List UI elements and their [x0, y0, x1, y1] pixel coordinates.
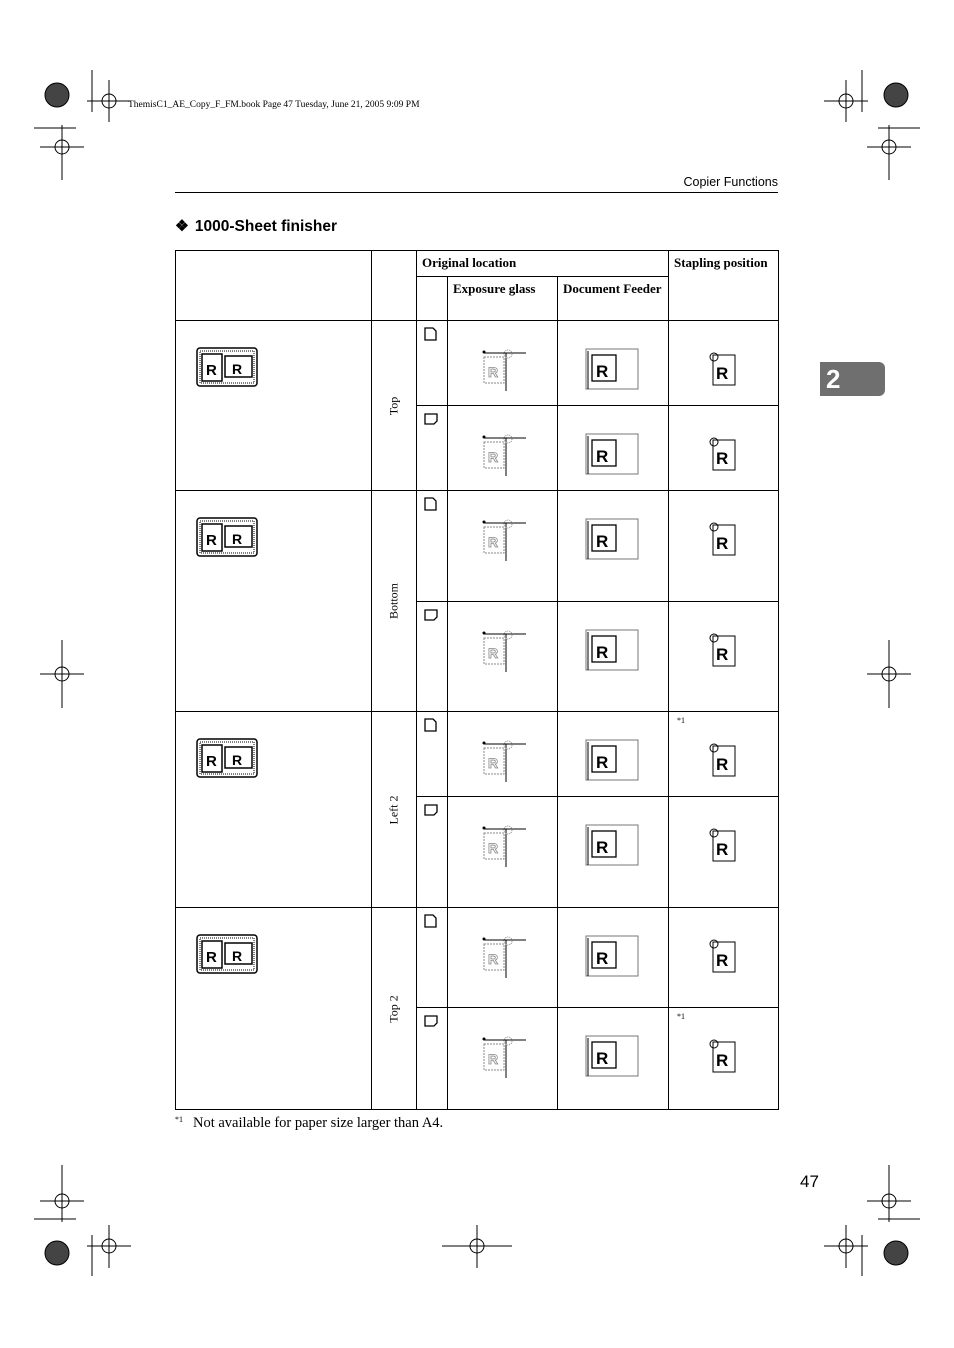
exposure-glass-original-icon [448, 1008, 558, 1108]
section-title-text: 1000-Sheet finisher [194, 218, 338, 235]
stapling-position-icon [669, 602, 779, 702]
r-glyph: R [716, 755, 729, 774]
r-glyph: R [206, 532, 217, 549]
exposure-glass-cell [448, 908, 558, 1008]
r-glyph: R [232, 948, 243, 964]
document-feeder-cell [558, 712, 669, 797]
r-glyph: R [206, 753, 217, 770]
header-blank-cell [176, 251, 372, 321]
staple-bottom-key-icon [196, 517, 266, 563]
paper-orientation-icon [424, 803, 438, 817]
orientation-cell [417, 406, 448, 491]
paper-orientation-icon [424, 914, 438, 928]
key-icon-cell [176, 712, 372, 908]
footnote-marker: *1 [175, 1115, 183, 1124]
header-document-feeder: Document Feeder [558, 277, 669, 321]
position-label: Left 2 [386, 795, 401, 824]
exposure-glass-cell [448, 712, 558, 797]
stapling-position-icon [669, 1008, 779, 1108]
r-glyph: R [488, 755, 499, 771]
footnote-ref: *1 [677, 1012, 685, 1021]
footnote-ref: *1 [677, 716, 685, 725]
position-label-cell [372, 321, 417, 491]
r-glyph: R [596, 643, 609, 662]
header-blank-cell [372, 251, 417, 321]
exposure-glass-original-icon [448, 491, 558, 591]
document-feeder-cell [558, 321, 669, 406]
r-glyph: R [488, 951, 499, 967]
r-glyph: R [488, 449, 499, 465]
running-header: Copier Functions [683, 175, 778, 189]
r-glyph: R [232, 752, 243, 768]
r-glyph: R [716, 645, 729, 664]
r-glyph: R [596, 447, 609, 466]
document-feeder-original-icon [558, 797, 669, 897]
chapter-tab: 2 [820, 362, 885, 396]
r-glyph: R [716, 449, 729, 468]
exposure-glass-original-icon [448, 908, 558, 1008]
document-feeder-cell [558, 908, 669, 1008]
paper-orientation-icon [424, 497, 438, 511]
document-feeder-cell [558, 797, 669, 908]
table-row [176, 491, 779, 602]
r-glyph: R [206, 949, 217, 966]
exposure-glass-cell [448, 1008, 558, 1110]
paper-orientation-icon [424, 608, 438, 622]
position-label: Top [386, 396, 401, 415]
table-row [176, 908, 779, 1008]
r-glyph: R [596, 838, 609, 857]
paper-orientation-icon [424, 1014, 438, 1028]
header-rule [175, 192, 778, 193]
stapling-position-icon [669, 908, 779, 1008]
position-label-cell [372, 491, 417, 712]
staple-top2-key-icon [196, 934, 266, 980]
r-glyph: R [232, 531, 243, 547]
stapling-position-cell [669, 797, 779, 908]
staple-top-key-icon [196, 347, 266, 393]
orientation-cell [417, 712, 448, 797]
r-glyph: R [488, 840, 499, 856]
r-glyph: R [488, 1051, 499, 1067]
stapling-position-icon [669, 491, 779, 591]
position-label-cell [372, 712, 417, 908]
stapling-position-cell [669, 908, 779, 1008]
header-blank-cell [417, 277, 448, 321]
position-label: Top 2 [386, 994, 401, 1023]
stapling-table [175, 250, 779, 1110]
r-glyph: R [716, 534, 729, 553]
paper-orientation-icon [424, 327, 438, 341]
stapling-position-cell [669, 406, 779, 491]
exposure-glass-cell [448, 321, 558, 406]
document-feeder-original-icon [558, 491, 669, 591]
orientation-cell [417, 491, 448, 602]
stapling-position-cell [669, 1008, 779, 1110]
document-feeder-cell [558, 491, 669, 602]
footnote-text: Not available for paper size larger than A4. [193, 1115, 444, 1131]
header-original-location: Original location [417, 251, 669, 277]
document-feeder-cell [558, 406, 669, 491]
position-label: Bottom [386, 582, 401, 620]
r-glyph: R [596, 362, 609, 381]
document-feeder-original-icon [558, 908, 669, 1008]
footnote [175, 1115, 443, 1132]
r-glyph: R [716, 840, 729, 859]
r-glyph: R [596, 753, 609, 772]
page-number: 47 [800, 1172, 819, 1191]
stapling-position-cell [669, 712, 779, 797]
orientation-cell [417, 602, 448, 712]
r-glyph: R [596, 1049, 609, 1068]
r-glyph: R [716, 951, 729, 970]
r-glyph: R [206, 362, 217, 379]
document-feeder-cell [558, 602, 669, 712]
table-row [176, 712, 779, 797]
r-glyph: R [488, 534, 499, 550]
table-row [176, 321, 779, 406]
exposure-glass-original-icon [448, 797, 558, 897]
document-feeder-original-icon [558, 1008, 669, 1108]
stapling-position-cell [669, 602, 779, 712]
exposure-glass-cell [448, 797, 558, 908]
stapling-position-cell [669, 491, 779, 602]
key-icon-cell [176, 321, 372, 491]
staple-left2-key-icon [196, 738, 266, 784]
r-glyph: R [716, 364, 729, 383]
orientation-cell [417, 321, 448, 406]
orientation-cell [417, 1008, 448, 1110]
r-glyph: R [232, 361, 243, 377]
section-title [175, 217, 337, 236]
key-icon-cell [176, 491, 372, 712]
stapling-position-cell [669, 321, 779, 406]
r-glyph: R [596, 949, 609, 968]
exposure-glass-cell [448, 602, 558, 712]
header-exposure-glass: Exposure glass [448, 277, 558, 321]
paper-orientation-icon [424, 412, 438, 426]
r-glyph: R [716, 1051, 729, 1070]
r-glyph: R [596, 532, 609, 551]
r-glyph: R [488, 364, 499, 380]
orientation-cell [417, 908, 448, 1008]
document-feeder-cell [558, 1008, 669, 1110]
print-line: ThemisC1_AE_Copy_F_FM.book Page 47 Tuesday, June 21, 2005 9:09 PM [128, 100, 420, 110]
exposure-glass-cell [448, 491, 558, 602]
r-glyph: R [488, 645, 499, 661]
header-stapling-position: Stapling position [669, 251, 779, 321]
paper-orientation-icon [424, 718, 438, 732]
exposure-glass-cell [448, 406, 558, 491]
exposure-glass-original-icon [448, 602, 558, 702]
document-feeder-original-icon [558, 602, 669, 702]
orientation-cell [417, 797, 448, 908]
section-bullet: ❖ [175, 218, 189, 235]
key-icon-cell [176, 908, 372, 1110]
position-label-cell [372, 908, 417, 1110]
stapling-position-icon [669, 797, 779, 897]
